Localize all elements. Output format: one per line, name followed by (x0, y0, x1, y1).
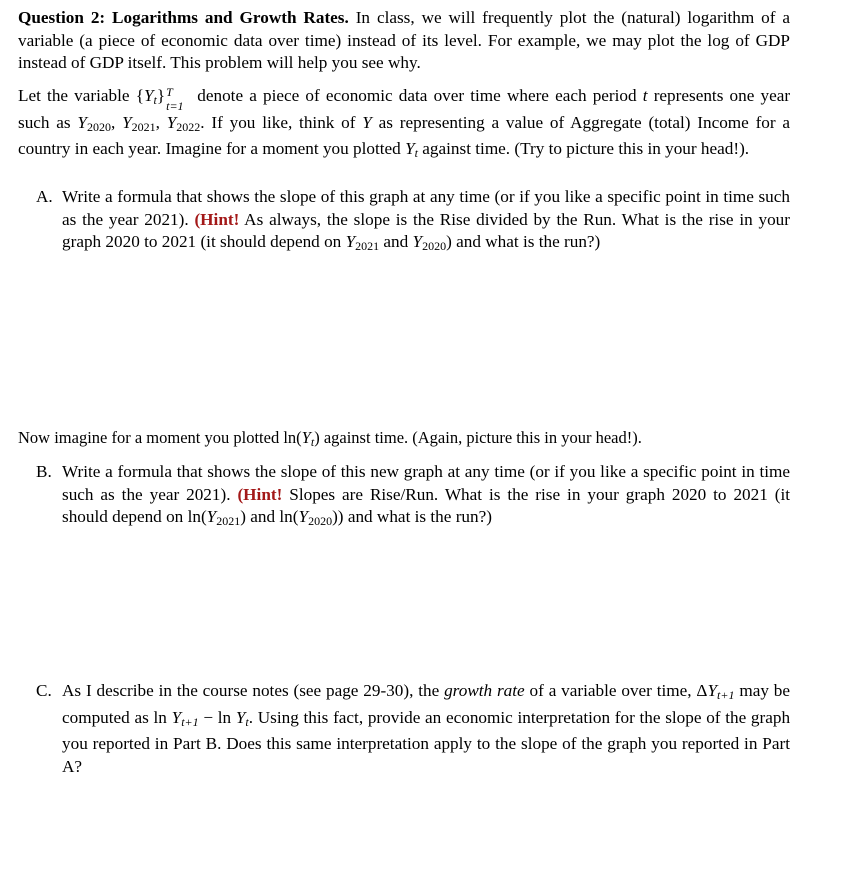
part-a-text-1: Write a formula that shows the slope of this graph at any time (or if you like a specific point in time such as the year 2021). (62, 187, 790, 229)
setup-text-3: represents one year such as (18, 86, 791, 132)
part-c (36, 680, 790, 778)
question-intro (18, 7, 790, 75)
math-Yt: Yt (405, 139, 418, 160)
part-b-label: B. (36, 462, 52, 481)
setup-text-4: . If you like, think of (200, 112, 356, 132)
part-c-growth-rate: growth rate (444, 681, 525, 700)
part-c-label: C. (36, 681, 52, 700)
part-b-hint: (Hint! (237, 484, 283, 504)
math-Y2020: $Y_{2020}$ (412, 232, 447, 253)
part-b-text-2: Slopes are Rise/Run. What is the rise in your graph 2020 to 2021 (it should depend on (62, 484, 791, 526)
setup-text-2: denote a piece of economic data over time where each period (197, 86, 637, 105)
part-b: B. Write a formula that shows the slope of this new graph at any time (or if you like a specific point in time such as the year 2021). (Hint! Slopes are Rise/Run. What is the rise in your graph 2020 to 2021 (it should depend on $\ln(Y_{2021})$ and $\ln(Y_{2020})$) and what is the run?) (36, 462, 791, 528)
part-a-text-2: As always, the slope is the Rise divided by the Run. What is the rise in your graph 2020 to 2021 (it should depend on (62, 209, 790, 251)
part-a: A. Write a formula that shows the slope of this graph at any time (or if you like a specific point in time such as the year 2021). (Hint! As always, the slope is the Rise divided by the Run. What is the rise in your graph 2020 to 2021 (it should depend on $Y_{2021}$ and $Y_{2020}$) and what is the run?) (36, 187, 790, 253)
part-c-text-3: may be computed as (62, 681, 790, 727)
math-ln-difference: ln Yt+1 − ln Yt (153, 707, 249, 729)
math-Y: Y (362, 112, 372, 132)
math-delta-Y: ΔYt+1 (696, 681, 735, 702)
math-lnY2020: $\ln(Y_{2020})$ (279, 507, 338, 528)
math-Y2021: $Y_{2021}$ (345, 232, 380, 253)
math-sequence-Yt: {Yt} T t=1 (135, 85, 184, 113)
math-years-list: $Y_{2020}$, $Y_{2021}$, $Y_{2022}$ (77, 112, 201, 134)
setup-text-6: against time. (Try to picture this in your head!). (422, 139, 750, 158)
part-c-text-1: As I describe in the course notes (see page 29-30), the (62, 681, 440, 700)
part-a-hint: (Hint! (194, 209, 240, 229)
part-c-text-4: . Using this fact, provide an economic interpretation for the slope of the graph you reported in Part B. Does this same interpretation apply to the slope of the graph you reported in Part A? (62, 707, 791, 776)
setup-text-1: Let the variable (18, 86, 130, 105)
math-t: t (642, 86, 648, 105)
part-a-text-3: ) and what is the run?) (446, 232, 601, 251)
math-lnYt: ln(Yt) (283, 428, 320, 449)
transition-paragraph: Now imagine for a moment you plotted ln(Yt) against time. (Again, picture this in your head!). (18, 428, 642, 449)
part-a-label: A. (36, 187, 53, 206)
question-title: Question 2: Logarithms and Growth Rates. (18, 8, 349, 27)
question-intro-text: In class, we will frequently plot the (natural) logarithm of a variable (a piece of economic data over time) instead of its level. For example, we may plot the log of GDP instead of GDP itself. This problem will help you see why. (18, 8, 791, 72)
setup-text-5: as representing a value of Aggregate (total) Income for a country in each year. Imagine for a moment you plotted (18, 112, 791, 158)
part-b-text-3: ) and what is the run?) (337, 507, 492, 526)
part-c-text-2: of a variable over time, (529, 681, 692, 700)
setup-paragraph (18, 85, 790, 165)
part-b-text-1: Write a formula that shows the slope of this new graph at any time (or if you like a specific point in time such as the year 2021). (62, 462, 790, 504)
math-lnY2021: $\ln(Y_{2021})$ (187, 507, 246, 528)
